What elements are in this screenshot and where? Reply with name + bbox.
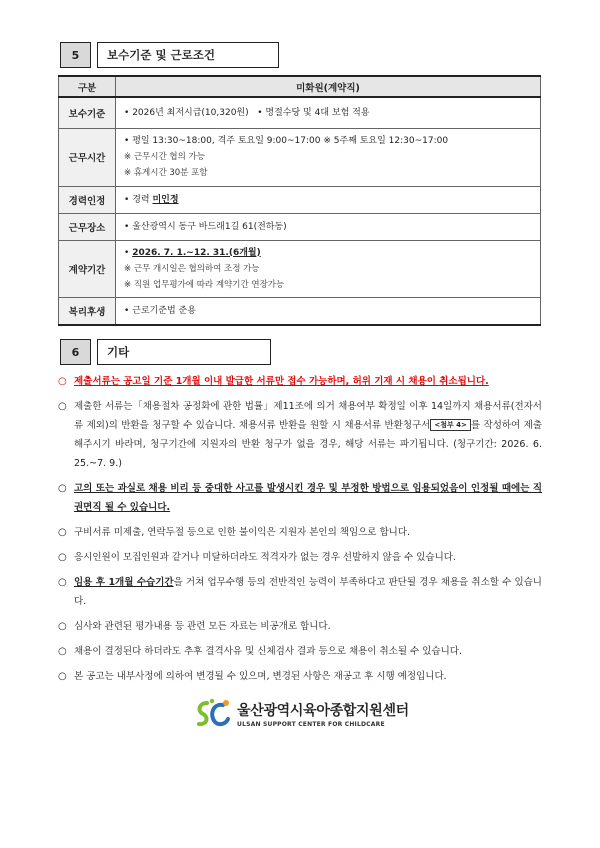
table-row-pay — [59, 97, 541, 128]
list-item — [58, 548, 542, 567]
work-place-address: 울산광역시 동구 바드래1길 61(전하동) — [132, 221, 287, 232]
notice-confidential: 심사와 관련된 평가내용 등 관련 모든 자료는 비공개로 합니다. — [74, 621, 331, 632]
list-item — [58, 642, 542, 661]
logo-name-korean: 울산광역시육아종합지원센터 — [237, 703, 409, 719]
circle-marker-icon: ○ — [58, 671, 67, 682]
circle-marker-icon: ○ — [58, 527, 67, 538]
welfare-value: 근로기준법 준용 — [132, 305, 196, 316]
list-item — [58, 523, 542, 542]
list-item — [58, 372, 542, 391]
notice-document-return: 제출한 서류는「채용절차 공정화에 관한 법률」제11조에 의거 채용여부 확정일 이후 14일까지 채용서류(전자서류 제외)의 반환을 청구할 수 있습니다. 채용서류 반환을 원할 시 채용서류 반환청구서 <첨부 4> 를 작성하여 제출해주시기 바라며, 청구기간에 지원자의 반환 청구가 없을 경우, 해당 서류는 파기됩니다. (청구기간: 2026. 6. 25.~7. 9.) — [74, 401, 542, 469]
circle-marker-icon: ○ — [58, 621, 67, 632]
bullet: • — [124, 305, 130, 316]
row-label-hours: 근무시간 — [59, 128, 116, 186]
notice-dismissal: 고의 또는 과실로 채용 비리 등 중대한 사고를 발생시킨 경우 및 부정한 방법으로 임용되었음이 인정될 때에는 직권면직 될 수 있습니다. — [74, 483, 542, 513]
list-item — [58, 667, 542, 686]
section5-header — [60, 42, 279, 68]
table-header-position: 미화원(계약직) — [116, 76, 541, 97]
table-row-welfare — [59, 297, 541, 325]
hours-note-break: ※ 휴게시간 30분 포함 — [124, 168, 208, 178]
table-row-place — [59, 213, 541, 240]
bullet: • — [124, 247, 130, 258]
table-row-period — [59, 240, 541, 297]
row-value-welfare — [116, 297, 541, 325]
circle-marker-icon: ○ — [58, 646, 67, 657]
table-row-hours — [59, 128, 541, 186]
bullet: • — [124, 194, 130, 205]
circle-marker-icon: ○ — [58, 483, 67, 494]
hours-schedule: 평일 13:30~18:00, 격주 토요일 9:00~17:00 ※ 5주째 토요일 12:30~17:00 — [132, 136, 449, 146]
list-item — [58, 397, 542, 473]
contract-period: 2026. 7. 1.~12. 31.(6개월) — [132, 247, 261, 258]
row-label-pay: 보수기준 — [59, 97, 116, 128]
row-label-period: 계약기간 — [59, 240, 116, 297]
table-row-career — [59, 186, 541, 213]
pay-min-wage: 2026년 최저시급(10,320원) — [132, 107, 249, 118]
section5-number: 5 — [60, 42, 91, 68]
childcare-center-logo-icon — [193, 697, 233, 731]
circle-marker-icon: ○ — [58, 552, 67, 563]
notice-document-validity: 제출서류는 공고일 기준 1개월 이내 발급한 서류만 접수 가능하며, 허위 기재 시 채용이 취소됩니다. — [74, 376, 489, 387]
career-prefix: 경력 — [132, 194, 153, 205]
section6-header — [60, 339, 271, 365]
row-value-period — [116, 240, 541, 297]
period-note-start: ※ 근무 개시일은 협의하여 조정 가능 — [124, 263, 260, 274]
section6-number: 6 — [60, 339, 91, 365]
row-label-welfare: 복리후생 — [59, 297, 116, 325]
notice-no-selection: 응시인원이 모집인원과 같거나 미달하더라도 적격자가 없는 경우 선발하지 않을 수 있습니다. — [74, 552, 456, 563]
row-label-place: 근무장소 — [59, 213, 116, 240]
bullet: • — [124, 221, 130, 232]
logo-name-english: ULSAN SUPPORT CENTER FOR CHILDCARE — [237, 721, 385, 728]
career-value: 미인정 — [152, 194, 179, 205]
list-item — [58, 479, 542, 517]
row-value-hours — [116, 128, 541, 186]
list-item — [58, 617, 542, 636]
work-conditions-table — [58, 75, 541, 326]
list-item — [58, 573, 542, 611]
bullet: • — [124, 107, 130, 118]
notice-responsibility: 구비서류 미제출, 연락두절 등으로 인한 불이익은 지원자 본인의 책임으로 합니다. — [74, 527, 411, 538]
section6-title: 기타 — [97, 339, 271, 365]
row-value-pay — [116, 97, 541, 128]
attachment-tag: <첨부 4> — [430, 419, 471, 431]
circle-marker-icon: ○ — [58, 577, 67, 588]
row-value-place — [116, 213, 541, 240]
period-note-extension: ※ 직원 업무평가에 따라 계약기간 연장가능 — [124, 279, 285, 290]
circle-marker-icon: ○ — [58, 401, 67, 412]
table-header-category: 구분 — [59, 76, 116, 97]
notice-list — [58, 372, 542, 692]
hours-note-negotiable: ※ 근무시간 협의 가능 — [124, 152, 205, 162]
bullet: • — [257, 107, 263, 118]
row-value-career — [116, 186, 541, 213]
bullet: • — [124, 136, 130, 146]
notice-changes: 본 공고는 내부사정에 의하여 변경될 수 있으며, 변경된 사항은 재공고 후 시행 예정입니다. — [74, 671, 447, 682]
row-label-career: 경력인정 — [59, 186, 116, 213]
circle-marker-icon: ○ — [58, 376, 67, 387]
pay-benefits: 명절수당 및 4대 보험 적용 — [265, 107, 370, 118]
center-logo — [193, 697, 409, 731]
notice-probation: 임용 후 1개월 수습기간을 거쳐 업무수행 등의 전반적인 능력이 부족하다고 판단될 경우 채용을 취소할 수 있습니다. — [74, 577, 542, 607]
notice-cancellation: 채용이 결정된다 하더라도 추후 결격사유 및 신체검사 결과 등으로 채용이 취소될 수 있습니다. — [74, 646, 462, 657]
section5-title: 보수기준 및 근로조건 — [97, 42, 279, 68]
